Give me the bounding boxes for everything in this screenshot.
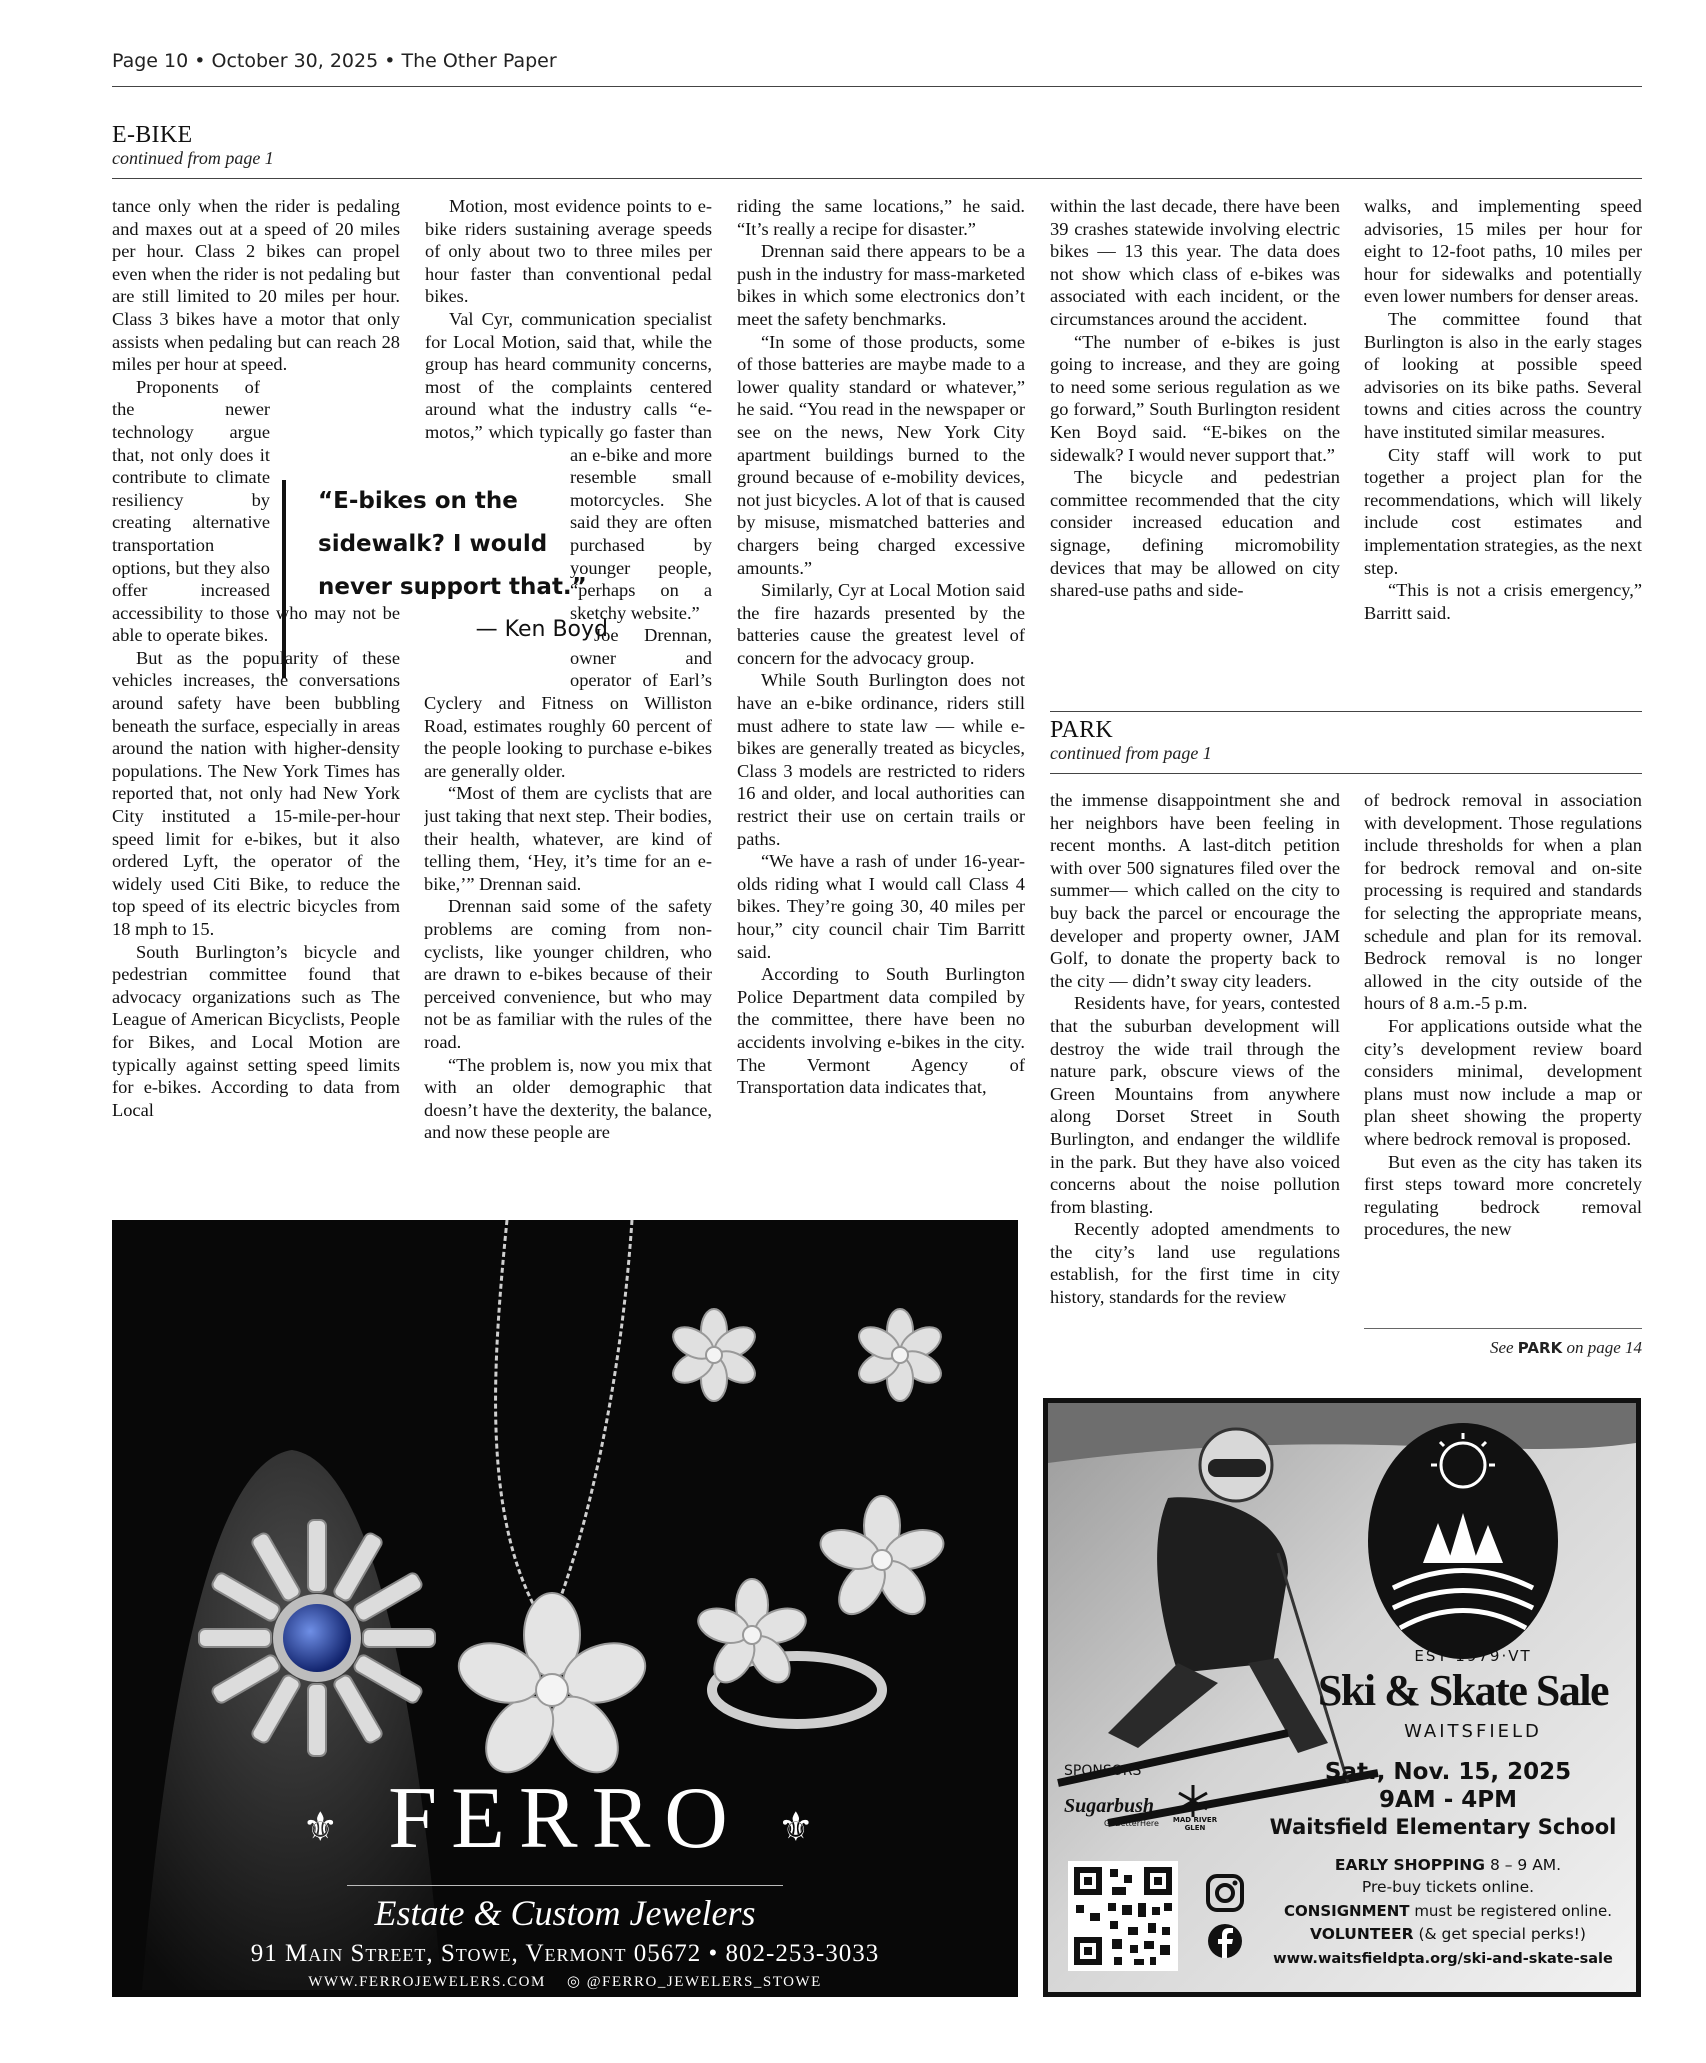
consignment-line [1258, 1902, 1638, 1920]
article-paragraph: Proponents of the newer technology argue that, not only does it contribute to climate resiliency by creating alternative transportation options, but they also offer increased accessibility to those who may not be able to operate bikes. [112, 376, 400, 646]
jump-page: on page 14 [1566, 1338, 1642, 1357]
jump-see: See [1489, 1338, 1514, 1357]
earring-right [854, 1309, 947, 1401]
article-paragraph: Recently adopted amendments to the city’s land use regulations establish, for the first time in city history, standards for the review [1050, 1219, 1340, 1308]
park-continued-line: continued from page 1 [1050, 743, 1212, 763]
article-paragraph: “We have a rash of under 16-year-olds riding what I would call Class 4 bikes. They’re going 30, 40 miles per hour,” city council chair Tim Barritt said. [737, 851, 1025, 962]
page-folio: Page 10 • October 30, 2025 • The Other Paper [112, 50, 557, 72]
ferro-web-line [112, 1972, 1018, 1991]
ebike-column-4 [1050, 195, 1340, 665]
article-paragraph: walks, and implementing speed advisories, 15 miles per hour for eight to 12-foot paths, 10 miles per hour for sidewalks and potentially even lower numbers for denser areas. [1364, 196, 1642, 307]
consignment-label: CONSIGNMENT [1284, 1902, 1410, 1920]
article-paragraph: the immense disappointment she and her neighbors have been feeling in recent months. A last-ditch petition with over 500 signatures filed over the summer— which called on the city to buy back the parcel or encourage the developer and property owner, JAM Golf, to donate the property back to the city — didn’t sway city leaders. [1050, 790, 1340, 991]
article-paragraph: According to South Burlington Police Department data compiled by the committee, there have been no accidents involving e-bikes in the city. The Vermont Agency of Transportation data indicates that, [737, 964, 1025, 1098]
sponsors-label: SPONSORS [1064, 1763, 1142, 1779]
ferro-website[interactable]: WWW.FERROJEWELERS.COM [308, 1974, 546, 1990]
article-paragraph: Drennan said there appears to be a push in the industry for mass-marketed bikes in which some electronics don’t meet the safety benchmarks. [737, 241, 1025, 329]
flower-ring-left [694, 1579, 810, 1690]
article-paragraph: Motion, most evidence points to e-bike riders sustaining average speeds of only about two to three miles per hour faster than conventional pedal bikes. [425, 196, 712, 307]
fleur-de-lis-icon: ⚜ [302, 1804, 353, 1850]
volunteer-line [1258, 1925, 1638, 1943]
sponsor-mad-river-glen: MAD RIVER GLEN [1172, 1816, 1218, 1832]
ferro-address: 91 Main Street, Stowe, Vermont 05672 • 802-253-3033 [250, 1940, 880, 1967]
article-paragraph: Residents have, for years, contested that the suburban development will destroy the wide trail through the nature park, obscure views of the Green Mountains from anywhere along Dorset Street in South Burlington, and endanger the wildlife in the park. But they have also voiced concerns about the noise pollution from blasting. [1050, 993, 1340, 1217]
pull-quote-attribution: — Ken Boyd [475, 617, 608, 642]
article-paragraph: But even as the city has taken its first steps toward more concretely regulating bedrock removal procedures, the new [1364, 1151, 1642, 1240]
article-paragraph: Drennan said some of the safety problems are coming from non-cyclists, like younger children, who are drawn to e-bikes because of their perceived convenience, but who may not be as familiar with the rules of the road. [424, 896, 712, 1052]
flower-ring-right [816, 1496, 949, 1622]
article-paragraph: “The number of e-bikes is just going to increase, and they are going to need some serious regulation as we go forward,” South Burlington resident Ken Boyd said. “E-bikes on the sidewalk? I would never support that.” [1050, 331, 1340, 465]
article-paragraph: Joe Drennan, owner and operator of Earl’s Cyclery and Fitness on Williston Road, estimates roughly 60 percent of the people looking to purchase e-bikes are generally older. [424, 625, 712, 781]
sponsor-sugarbush-tag: GoBetterHere [1104, 1819, 1159, 1828]
ebike-column-1 [112, 195, 400, 1205]
fleur-de-lis-icon: ⚜ [777, 1804, 828, 1850]
ebike-continued-line: continued from page 1 [112, 148, 274, 168]
article-paragraph: “In some of those products, some of those batteries are maybe made to a lower quality standard or whatever,” he said. “You read in the newspaper or see on the news, New York City apartment buildings burned to the ground because of e-mobility devices, not just bicycles. A lot of that is caused by misuse, mismatched batteries and chargers being charged excessive amounts.” [737, 331, 1025, 578]
event-venue: Waitsfield Elementary School [1269, 1815, 1617, 1839]
article-paragraph: For applications outside what the city’s development review board considers minimal, development plans must now include a map or plan sheet showing the property where bedrock removal is proposed. [1364, 1015, 1642, 1149]
top-rule [112, 86, 1642, 87]
pull-quote [282, 480, 608, 678]
instagram-icon: ◎ [566, 1974, 582, 1990]
consignment-text: must be registered online. [1414, 1902, 1612, 1920]
jump-rule [1364, 1328, 1642, 1329]
ferro-instagram-handle[interactable]: @FERRO_JEWELERS_STOWE [586, 1974, 822, 1990]
article-paragraph: The committee found that Burlington is also in the early stages of looking at possible speed advisories on its bike paths. Several towns and cities across the country have instituted similar measures. [1364, 308, 1642, 442]
ebike-column-3 [737, 195, 1025, 1205]
article-paragraph: The bicycle and pedestrian committee recommended that the city consider increased education and signage, defining micromobility devices that may be allowed on city shared-use paths and side- [1050, 467, 1340, 601]
ferro-divider [347, 1885, 783, 1886]
ebike-head-rule [112, 178, 1642, 179]
park-section-head: PARK [1050, 717, 1114, 743]
sponsor-sugarbush: Sugarbush [1064, 1795, 1155, 1817]
ebike-column-5 [1364, 195, 1642, 665]
event-time: 9AM - 4PM [1379, 1787, 1517, 1813]
earring-left [668, 1309, 761, 1401]
park-column-1 [1050, 789, 1340, 1374]
article-paragraph: South Burlington’s bicycle and pedestrian committee found that advocacy organizations such as The League of American Bicyclists, People for Bikes, and Local Motion are typically against setting speed limits for e-bikes. According to data from Local [112, 941, 400, 1120]
prebuy-line: Pre-buy tickets online. [1361, 1878, 1535, 1896]
pendant-flower [451, 1593, 653, 1785]
ferro-logo [112, 1768, 1018, 1869]
article-paragraph: “This is not a crisis emergency,” Barritt said. [1364, 580, 1642, 623]
article-paragraph: of bedrock removal in association with development. Those regulations include thresholds for when a plan for bedrock removal and on-site processing is required and standards for selecting the appropriate means, schedule and plan for its removal. Bedrock removal is no longer allowed in the city outside of the hours of 8 a.m.-5 p.m. [1364, 790, 1642, 1014]
article-paragraph: Val Cyr, communication specialist for Local Motion, said that, while the group has heard community concerns, most of the complaints centered around what the industry calls “e-motos,” which typically go faster than an e-bike and more resemble small motorcycles. She said they are often purchased by younger people, “perhaps on a sketchy website.” [425, 308, 712, 623]
jump-name: PARK [1517, 1339, 1563, 1357]
ski-sale-title: Ski & Skate Sale [1317, 1666, 1609, 1715]
article-paragraph: riding the same locations,” he said. “It’s really a recipe for disaster.” [737, 196, 1025, 239]
article-paragraph: within the last decade, there have been 39 crashes statewide involving electric bikes — 13 this year. The data does not show which class of e-bikes was associated with each incident, or the circumstances around the accident. [1050, 196, 1340, 329]
ski-sale-logo [1368, 1423, 1558, 1659]
article-paragraph: While South Burlington does not have an e-bike ordinance, riders still must adhere to state law — while e-bikes are generally treated as bicycles, Class 3 models are restricted to riders 16 and older, and local authorities can restrict their use on certain trails or paths. [737, 670, 1025, 849]
article-paragraph: “The problem is, now you mix that with an older demographic that doesn’t have the dexterity, the balance, and now these people are [424, 1054, 712, 1143]
est-line: EST·1979·VT [1414, 1647, 1532, 1665]
park-head-rule [1050, 773, 1642, 774]
park-jump-line[interactable] [1364, 1338, 1642, 1358]
ski-skate-sale-ad[interactable] [1043, 1398, 1641, 1997]
article-paragraph: tance only when the rider is pedaling and maxes out at a speed of 20 miles per hour. Class 2 bikes can propel even when the rider is not pedaling but are still limited to 20 miles per hour. Class 3 bikes have a motor that only assists when pedaling but can reach 28 miles per hour at speed. [112, 196, 400, 375]
park-top-rule [1050, 711, 1642, 712]
early-shopping-label: EARLY SHOPPING [1334, 1856, 1485, 1874]
volunteer-text: (& get special perks!) [1418, 1925, 1586, 1943]
facebook-icon [1208, 1924, 1242, 1958]
article-paragraph: “Most of them are cyclists that are just taking that next step. Their bodies, their health, whatever, are kind of telling them, ‘Hey, it’s time for an e-bike,’” Drennan said. [424, 783, 712, 894]
ferro-tagline: Estate & Custom Jewelers [374, 1893, 756, 1933]
pull-quote-text: “E-bikes on the sidewalk? I would never support that.” [318, 488, 587, 600]
park-column-2 [1364, 789, 1642, 1311]
ski-sale-url[interactable]: www.waitsfieldpta.org/ski-and-skate-sale [1273, 1951, 1613, 1967]
volunteer-label: VOLUNTEER [1310, 1925, 1414, 1943]
early-shopping-line [1258, 1856, 1638, 1874]
article-paragraph: City staff will work to put together a project plan for the recommendations, which will likely include cost estimates and implementation strategies, as the next step. [1364, 444, 1642, 578]
event-date: Sat., Nov. 15, 2025 [1324, 1759, 1572, 1785]
ferro-jewelers-ad[interactable] [112, 1220, 1018, 1997]
article-paragraph: But as the popularity of these vehicles increases, the conversations around safety have been bubbling beneath the surface, especially in areas around the nation with higher-density populations. The New York Times has reported that, not only had New York City instituted a 15-mile-per-hour speed limit for e-bikes, but it also ordered Lyft, the operator of the widely used Citi Bike, to reduce the top speed of its electric bicycles from 18 mph to 15. [112, 647, 400, 939]
early-shopping-time: 8 – 9 AM. [1489, 1856, 1562, 1874]
qr-code [1068, 1861, 1178, 1971]
ebike-section-head: E-BIKE [112, 122, 193, 148]
ferro-brand: FERRO [388, 1770, 742, 1867]
article-paragraph: Similarly, Cyr at Local Motion said the fire hazards presented by the batteries cause the greatest level of concern for the advocacy group. [737, 580, 1025, 668]
ebike-column-2 [424, 195, 712, 1205]
jewelry-photo [112, 1220, 1018, 1997]
ski-sale-town: WAITSFIELD [1404, 1721, 1542, 1742]
